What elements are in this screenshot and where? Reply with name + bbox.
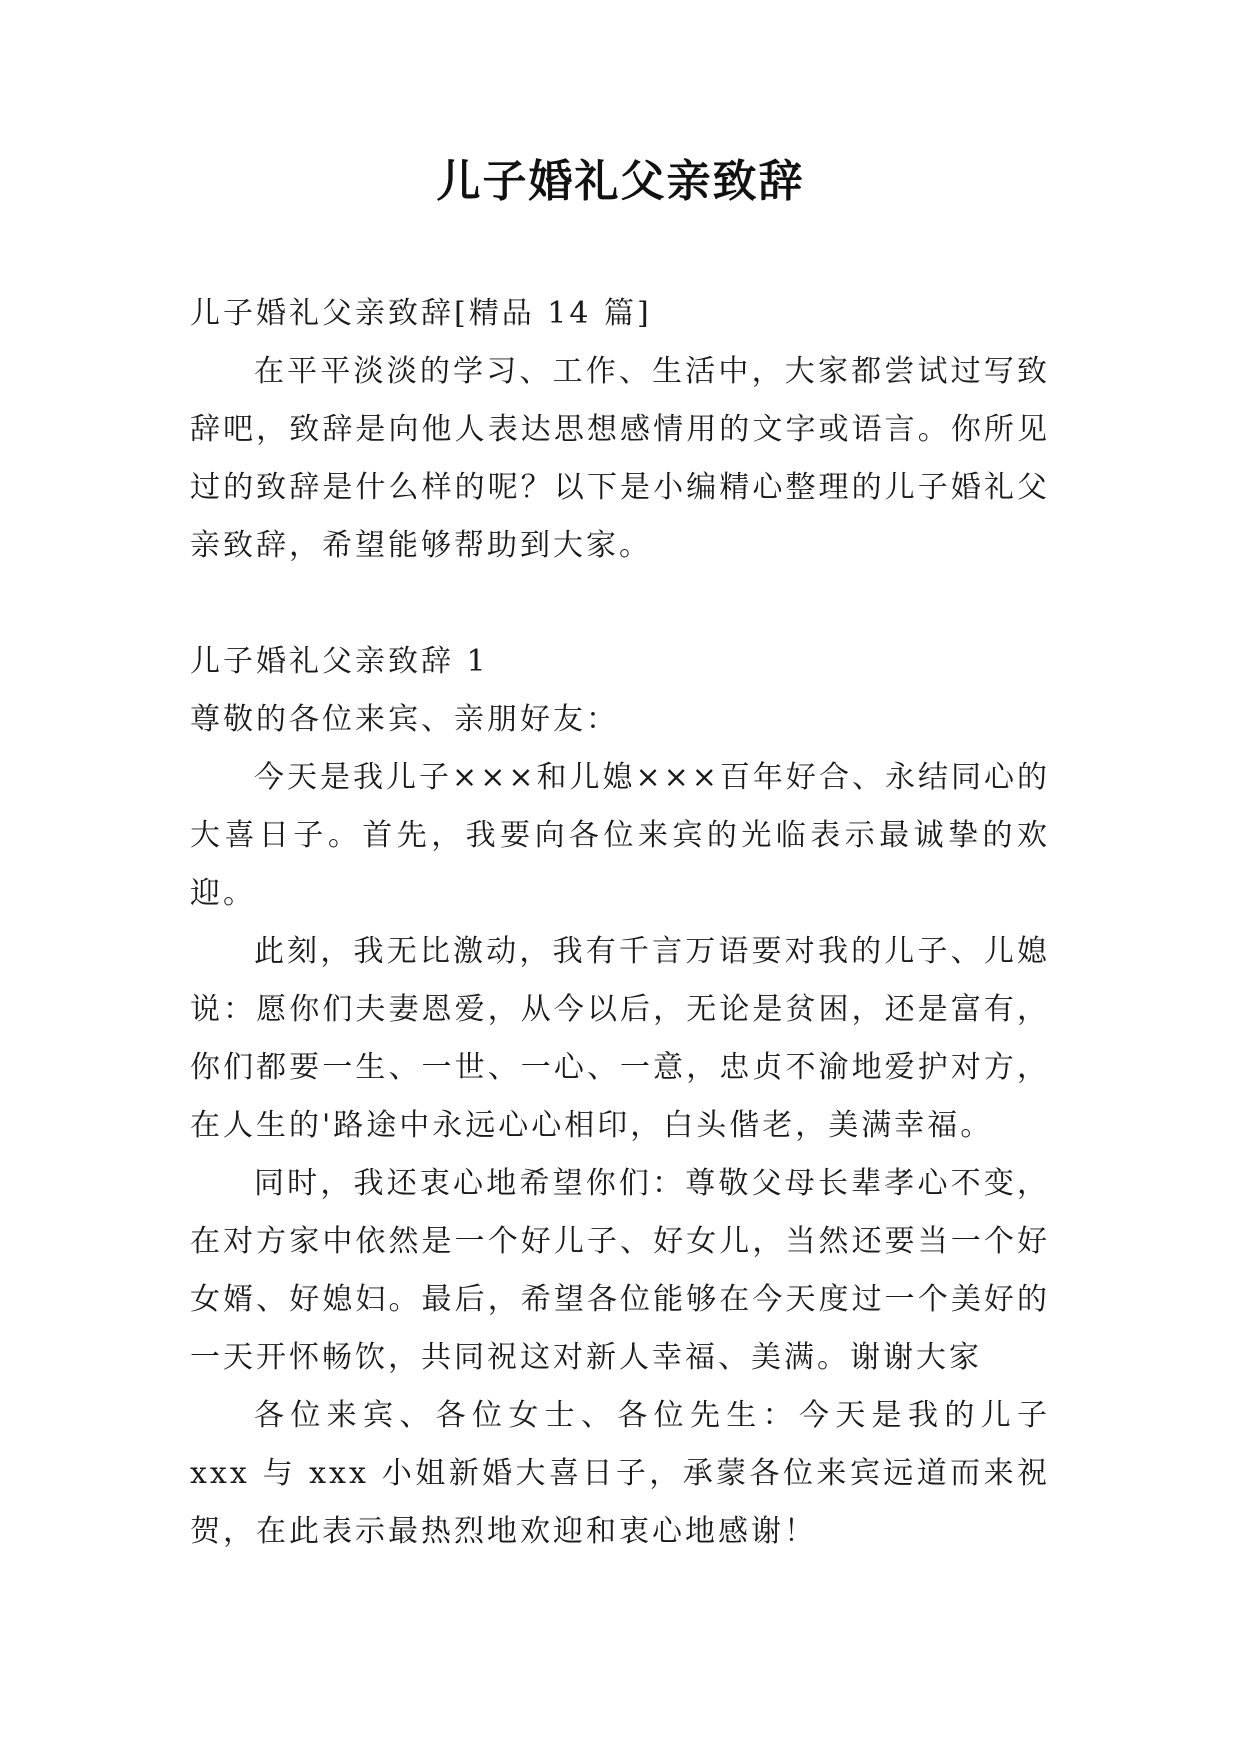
- section-spacer: [190, 575, 1050, 633]
- body-paragraph-3: 同时，我还衷心地希望你们：尊敬父母长辈孝心不变，在对方家中依然是一个好儿子、好女儿，当然还要当一个好女婿、好媳妇。最后，希望各位能够在今天度过一个美好的一天开怀畅饮，共同祝这对新人幸福、美满。谢谢大家: [190, 1166, 1050, 1375]
- intro-paragraph: 在平平淡淡的学习、工作、生活中，大家都尝试过写致辞吧，致辞是向他人表达思想感情用的文字或语言。你所见过的致辞是什么样的呢？以下是小编精心整理的儿子婚礼父亲致辞，希望能够帮助到大家。: [190, 354, 1050, 563]
- document-body: [190, 285, 1050, 1561]
- section-heading: 儿子婚礼父亲致辞 1: [190, 644, 489, 679]
- document-title: 儿子婚礼父亲致辞: [436, 156, 805, 207]
- body-paragraph-2: 此刻，我无比激动，我有千言万语要对我的儿子、儿媳说：愿你们夫妻恩爱，从今以后，无论是贫困，还是富有，你们都要一生、一世、一心、一意，忠贞不渝地爱护对方，在人生的'路途中永远心心相印，白头偕老，美满幸福。: [190, 934, 1050, 1143]
- body-paragraph-1: 今天是我儿子×××和儿媳×××百年好合、永结同心的大喜日子。首先，我要向各位来宾的光临表示最诚挚的欢迎。: [190, 760, 1050, 911]
- document-subtitle: 儿子婚礼父亲致辞[精品 14 篇]: [190, 296, 652, 331]
- body-paragraph-4: 各位来宾、各位女士、各位先生：今天是我的儿子 xxx 与 xxx 小姐新婚大喜日子，承蒙各位来宾远道而来祝贺，在此表示最热烈地欢迎和衷心地感谢！: [190, 1398, 1050, 1549]
- salutation: 尊敬的各位来宾、亲朋好友：: [190, 702, 619, 737]
